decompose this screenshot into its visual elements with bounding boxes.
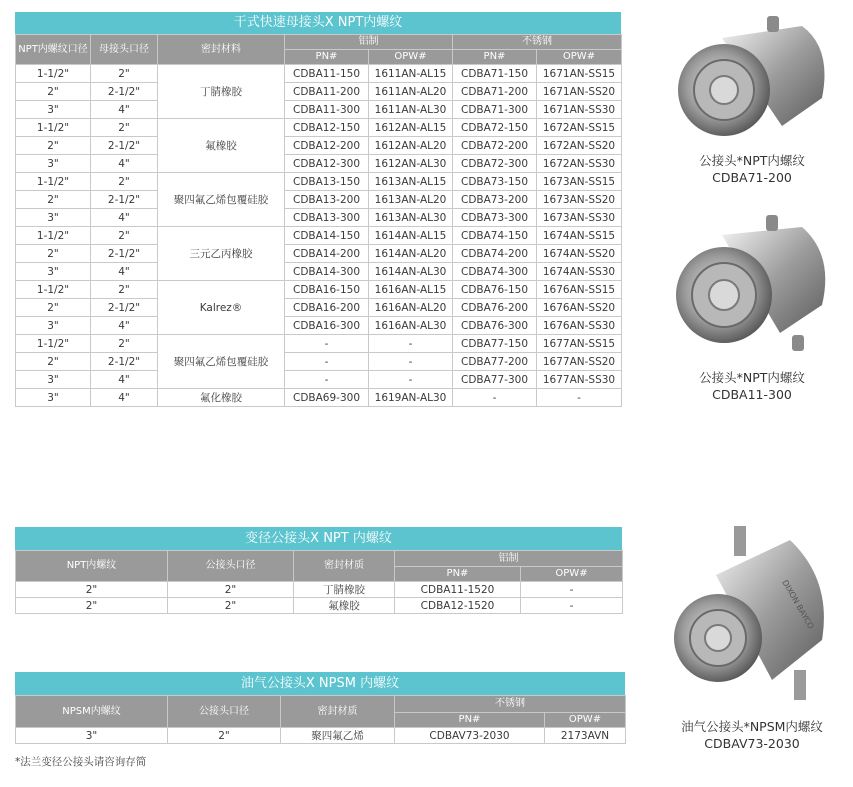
table1-grid (15, 34, 622, 407)
pn-aluminum: - (285, 353, 369, 371)
pn-aluminum: CDBA11-150 (285, 65, 369, 83)
product-caption-line1: 油气公接头*NPSM内螺纹 (681, 719, 823, 734)
product-caption-line2: CDBA11-300 (712, 387, 792, 402)
pn-stainless: CDBA71-200 (453, 83, 537, 101)
table1-body (16, 65, 622, 407)
table-row (16, 101, 622, 119)
header-seal: 密封材质 (294, 551, 395, 582)
opw-aluminum: 1613AN-AL15 (369, 173, 453, 191)
opw-aluminum: 1616AN-AL15 (369, 281, 453, 299)
npt-size: 3" (16, 371, 91, 389)
table1-header (16, 35, 622, 65)
header-opw: OPW# (521, 567, 623, 582)
npt-size: 3" (16, 209, 91, 227)
npt-size: 3" (16, 155, 91, 173)
table2 (15, 527, 622, 614)
header-pn: PN# (285, 50, 369, 65)
header-male: 公接头口径 (168, 696, 281, 728)
opw-aluminum: 1616AN-AL20 (369, 299, 453, 317)
npt-size: 3" (16, 317, 91, 335)
pn-aluminum: CDBA13-200 (285, 191, 369, 209)
pn-stainless: CDBA71-150 (453, 65, 537, 83)
table-row (16, 299, 622, 317)
female-size: 2" (91, 173, 158, 191)
opw-aluminum: 1611AN-AL15 (369, 65, 453, 83)
npt-size: 2" (16, 137, 91, 155)
table-row (16, 598, 623, 614)
opw-stainless: 1671AN-SS20 (537, 83, 622, 101)
pn-aluminum: CDBA12-200 (285, 137, 369, 155)
pn-aluminum: - (285, 335, 369, 353)
table-row (16, 83, 622, 101)
opw-stainless: 1671AN-SS15 (537, 65, 622, 83)
table2-body (16, 582, 623, 614)
npt-size: 1-1/2" (16, 65, 91, 83)
opw-stainless: 1676AN-SS30 (537, 317, 622, 335)
product-engraving: DIXON BAYCO (780, 578, 816, 631)
npt-size: 3" (16, 389, 91, 407)
female-size: 4" (91, 263, 158, 281)
female-size: 2" (91, 119, 158, 137)
table-row (16, 65, 622, 83)
pn-aluminum: CDBA11-200 (285, 83, 369, 101)
product-caption (662, 369, 842, 403)
table3-body (16, 728, 626, 744)
seal-material: 氟化橡胶 (158, 389, 285, 407)
table-row (16, 582, 623, 598)
pn-stainless: CDBA73-300 (453, 209, 537, 227)
opw-stainless: 1671AN-SS30 (537, 101, 622, 119)
product-1 (662, 8, 842, 188)
header-pn: PN# (453, 50, 537, 65)
header-seal: 密封材料 (158, 35, 285, 65)
header-opw: OPW# (369, 50, 453, 65)
female-size: 2-1/2" (91, 191, 158, 209)
header-aluminum: 铝制 (395, 551, 623, 567)
coupler-image (662, 8, 842, 148)
male-size: 2" (168, 598, 294, 614)
pn-stainless: - (453, 389, 537, 407)
table-row (16, 227, 622, 245)
table-row (16, 137, 622, 155)
female-size: 2" (91, 65, 158, 83)
npt-size: 2" (16, 353, 91, 371)
pn-stainless: CDBA73-200 (453, 191, 537, 209)
header-stainless: 不锈钢 (395, 696, 626, 713)
pn-stainless: CDBA73-150 (453, 173, 537, 191)
pn-stainless: CDBA71-300 (453, 101, 537, 119)
opw-aluminum: 1611AN-AL20 (369, 83, 453, 101)
npt-size: 2" (16, 83, 91, 101)
female-size: 4" (91, 209, 158, 227)
seal-material: 氟橡胶 (294, 598, 395, 614)
pn-stainless: CDBAV73-2030 (395, 728, 545, 744)
npt-size: 2" (16, 598, 168, 614)
npt-size: 2" (16, 191, 91, 209)
table2-grid (15, 550, 623, 614)
product-caption-line1: 公接头*NPT内螺纹 (699, 153, 805, 168)
header-opw: OPW# (537, 50, 622, 65)
pn-stainless: CDBA74-150 (453, 227, 537, 245)
female-size: 2" (91, 227, 158, 245)
seal-material: Kalrez® (158, 281, 285, 335)
pn-aluminum: CDBA16-300 (285, 317, 369, 335)
pn-stainless: CDBA72-150 (453, 119, 537, 137)
pn-stainless: CDBA76-200 (453, 299, 537, 317)
pn-aluminum: CDBA14-300 (285, 263, 369, 281)
pn-aluminum: CDBA13-300 (285, 209, 369, 227)
opw-aluminum: - (369, 353, 453, 371)
opw-stainless: - (537, 389, 622, 407)
opw-stainless: 1676AN-SS15 (537, 281, 622, 299)
table-row (16, 191, 622, 209)
table-row (16, 209, 622, 227)
table-row (16, 335, 622, 353)
pn-stainless: CDBA77-200 (453, 353, 537, 371)
seal-material: 三元乙丙橡胶 (158, 227, 285, 281)
header-opw: OPW# (545, 713, 626, 728)
pn-aluminum: CDBA12-150 (285, 119, 369, 137)
opw-aluminum: 1612AN-AL30 (369, 155, 453, 173)
opw-stainless: 1674AN-SS15 (537, 227, 622, 245)
female-size: 4" (91, 155, 158, 173)
product-caption-line1: 公接头*NPT内螺纹 (699, 370, 805, 385)
header-npt: NPT内螺纹口径 (16, 35, 91, 65)
seal-material: 聚四氟乙烯 (281, 728, 395, 744)
coupler-image (662, 520, 842, 710)
header-npsm: NPSM内螺纹 (16, 696, 168, 728)
table-row (16, 281, 622, 299)
npsm-size: 3" (16, 728, 168, 744)
opw-aluminum: 1613AN-AL30 (369, 209, 453, 227)
pn-aluminum: CDBA12-300 (285, 155, 369, 173)
product-caption (662, 152, 842, 186)
header-stainless: 不锈钢 (453, 35, 622, 50)
opw-stainless: 2173AVN (545, 728, 626, 744)
npt-size: 2" (16, 582, 168, 598)
opw-aluminum: - (369, 335, 453, 353)
seal-material: 丁腈橡胶 (294, 582, 395, 598)
opw-stainless: 1672AN-SS15 (537, 119, 622, 137)
pn-aluminum: CDBA69-300 (285, 389, 369, 407)
female-size: 2-1/2" (91, 245, 158, 263)
pn-aluminum: CDBA11-300 (285, 101, 369, 119)
table3-title: 油气公接头X NPSM 内螺纹 (15, 672, 625, 695)
pn-aluminum: CDBA14-200 (285, 245, 369, 263)
npt-size: 1-1/2" (16, 173, 91, 191)
pn-aluminum: CDBA16-200 (285, 299, 369, 317)
product-caption (662, 718, 842, 752)
opw-aluminum: 1616AN-AL30 (369, 317, 453, 335)
seal-material: 氟橡胶 (158, 119, 285, 173)
opw-aluminum: 1614AN-AL15 (369, 227, 453, 245)
pn-stainless: CDBA74-200 (453, 245, 537, 263)
opw-stainless: 1677AN-SS20 (537, 353, 622, 371)
table-row (16, 353, 622, 371)
female-size: 4" (91, 389, 158, 407)
coupler-image (662, 205, 842, 360)
female-size: 2-1/2" (91, 83, 158, 101)
male-size: 2" (168, 582, 294, 598)
opw-aluminum: - (521, 582, 623, 598)
pn-stainless: CDBA72-200 (453, 137, 537, 155)
pn-aluminum: - (285, 371, 369, 389)
opw-stainless: 1677AN-SS15 (537, 335, 622, 353)
female-size: 2-1/2" (91, 353, 158, 371)
pn-stainless: CDBA72-300 (453, 155, 537, 173)
npt-size: 1-1/2" (16, 119, 91, 137)
footnote: *法兰变径公接头请咨询存简 (15, 756, 147, 768)
product-caption-line2: CDBA71-200 (712, 170, 792, 185)
pn-stainless: CDBA77-150 (453, 335, 537, 353)
table-row (16, 245, 622, 263)
table-row (16, 155, 622, 173)
header-male: 公接头口径 (168, 551, 294, 582)
opw-stainless: 1674AN-SS30 (537, 263, 622, 281)
opw-aluminum: 1619AN-AL30 (369, 389, 453, 407)
male-size: 2" (168, 728, 281, 744)
opw-aluminum: - (521, 598, 623, 614)
female-size: 4" (91, 317, 158, 335)
pn-aluminum: CDBA12-1520 (395, 598, 521, 614)
opw-aluminum: - (369, 371, 453, 389)
opw-aluminum: 1611AN-AL30 (369, 101, 453, 119)
opw-stainless: 1672AN-SS30 (537, 155, 622, 173)
table-row (16, 317, 622, 335)
npt-size: 3" (16, 101, 91, 119)
header-npt: NPT内螺纹 (16, 551, 168, 582)
opw-stainless: 1676AN-SS20 (537, 299, 622, 317)
pn-stainless: CDBA77-300 (453, 371, 537, 389)
table1 (15, 12, 621, 407)
pn-aluminum: CDBA14-150 (285, 227, 369, 245)
table-row (16, 728, 626, 744)
opw-aluminum: 1614AN-AL20 (369, 245, 453, 263)
pn-aluminum: CDBA13-150 (285, 173, 369, 191)
table-row (16, 389, 622, 407)
seal-material: 聚四氟乙烯包覆硅胶 (158, 173, 285, 227)
table-row (16, 371, 622, 389)
seal-material: 聚四氟乙烯包覆硅胶 (158, 335, 285, 389)
table-row (16, 173, 622, 191)
opw-stainless: 1673AN-SS20 (537, 191, 622, 209)
table2-title: 变径公接头X NPT 内螺纹 (15, 527, 622, 550)
opw-stainless: 1673AN-SS15 (537, 173, 622, 191)
opw-stainless: 1674AN-SS20 (537, 245, 622, 263)
female-size: 2-1/2" (91, 137, 158, 155)
npt-size: 1-1/2" (16, 281, 91, 299)
seal-material: 丁腈橡胶 (158, 65, 285, 119)
female-size: 4" (91, 371, 158, 389)
product-3 (662, 520, 842, 760)
header-seal: 密封材质 (281, 696, 395, 728)
header-aluminum: 铝制 (285, 35, 453, 50)
npt-size: 3" (16, 263, 91, 281)
npt-size: 1-1/2" (16, 335, 91, 353)
product-caption-line2: CDBAV73-2030 (704, 736, 800, 751)
npt-size: 2" (16, 245, 91, 263)
table1-title: 干式快速母接头X NPT内螺纹 (15, 12, 621, 34)
female-size: 2" (91, 335, 158, 353)
table3 (15, 672, 625, 744)
table3-grid (15, 695, 626, 744)
opw-aluminum: 1612AN-AL15 (369, 119, 453, 137)
opw-stainless: 1677AN-SS30 (537, 371, 622, 389)
female-size: 2-1/2" (91, 299, 158, 317)
opw-stainless: 1672AN-SS20 (537, 137, 622, 155)
opw-aluminum: 1614AN-AL30 (369, 263, 453, 281)
opw-aluminum: 1613AN-AL20 (369, 191, 453, 209)
pn-stainless: CDBA76-300 (453, 317, 537, 335)
table-row (16, 119, 622, 137)
product-2 (662, 205, 842, 405)
opw-aluminum: 1612AN-AL20 (369, 137, 453, 155)
pn-stainless: CDBA76-150 (453, 281, 537, 299)
header-pn: PN# (395, 713, 545, 728)
npt-size: 2" (16, 299, 91, 317)
pn-stainless: CDBA74-300 (453, 263, 537, 281)
opw-stainless: 1673AN-SS30 (537, 209, 622, 227)
pn-aluminum: CDBA16-150 (285, 281, 369, 299)
pn-aluminum: CDBA11-1520 (395, 582, 521, 598)
female-size: 4" (91, 101, 158, 119)
npt-size: 1-1/2" (16, 227, 91, 245)
female-size: 2" (91, 281, 158, 299)
header-pn: PN# (395, 567, 521, 582)
header-female: 母接头口径 (91, 35, 158, 65)
table-row (16, 263, 622, 281)
